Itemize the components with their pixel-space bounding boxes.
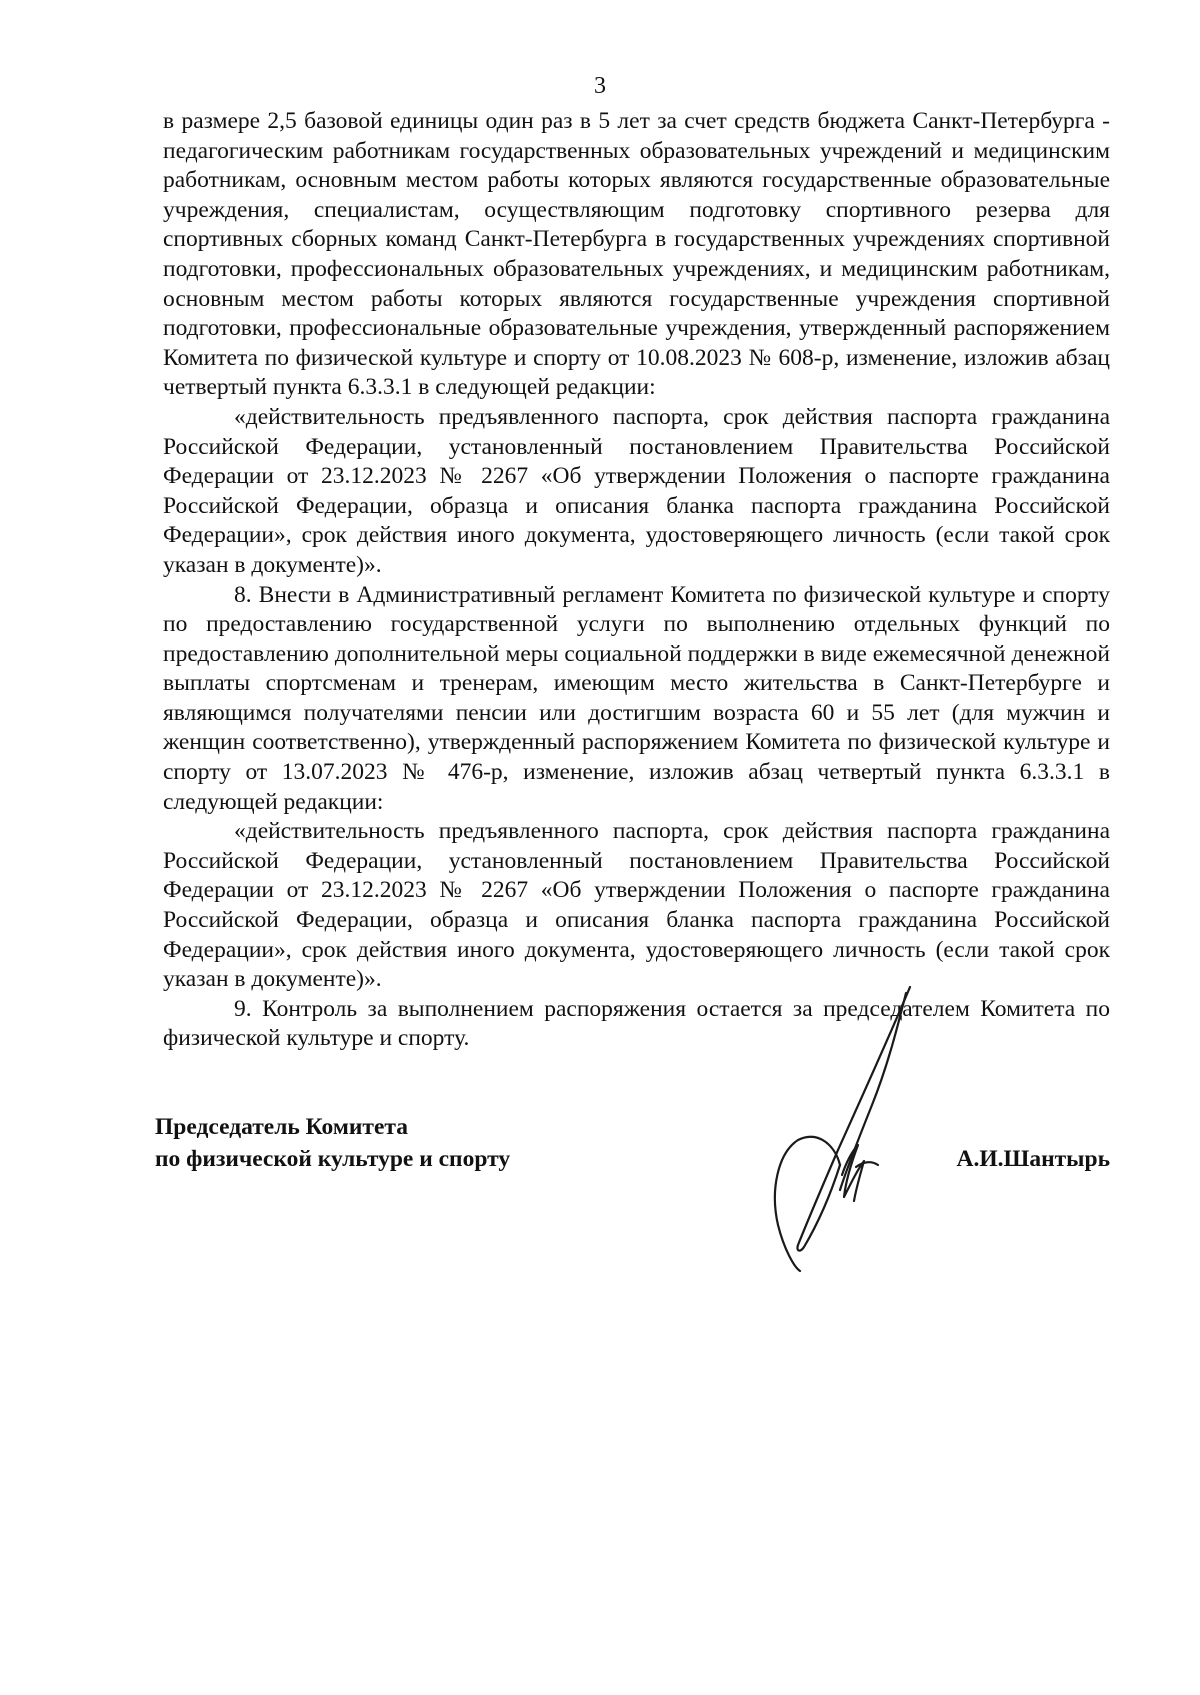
- document-body: [163, 107, 1110, 1054]
- signer-title-line-1: Председатель Комитета: [155, 1114, 408, 1140]
- signer-title: [155, 1111, 510, 1175]
- paragraph-item-8: 8. Внести в Административный регламент Комитета по физической культуре и спорту по предоставлению государственной услуги по выполнению отдельных функций по предоставлению дополнительной меры социальной поддержки в виде ежемесячной денежной выплаты спортсменам и тренерам, имеющим место жительства в Санкт-Петербурге и являющимся получателями пенсии или достигшим возраста 60 и 55 лет (для мужчин и женщин соответственно), утвержденный распоряжением Комитета по физической культуре и спорту от 13.07.2023 № 476-р, изменение, изложив абзац четвертый пункта 6.3.3.1 в следующей редакции:: [163, 581, 1110, 815]
- handwritten-signature-icon: [760, 975, 970, 1275]
- signer-title-line-2: по физической культуре и спорту: [155, 1146, 511, 1172]
- paragraph-quote-1: «действительность предъявленного паспорта, срок действия паспорта гражданина Российской Федерации, установленный постановлением Правительства Российской Федерации от 23.12.2023 № 2267 «Об утверждении Положения о паспорте гражданина Российской Федерации, образца и описания бланка паспорта гражданина Российской Федерации», срок действия иного документа, удостоверяющего личность (если такой срок указан в документе)».: [163, 403, 1110, 578]
- paragraph-quote-2: «действительность предъявленного паспорта, срок действия паспорта гражданина Российской Федерации, установленный постановлением Правительства Российской Федерации от 23.12.2023 № 2267 «Об утверждении Положения о паспорте гражданина Российской Федерации, образца и описания бланка паспорта гражданина Российской Федерации», срок действия иного документа, удостоверяющего личность (если такой срок указан в документе)».: [163, 818, 1110, 993]
- page-number: 3: [594, 73, 606, 99]
- signer-name: А.И.Шантырь: [956, 1146, 1110, 1172]
- paragraph-continuation: в размере 2,5 базовой единицы один раз в 5 лет за счет средств бюджета Санкт-Петербурга - педагогическим работникам государственных образовательных учреждений и медицинским работникам, основным местом работы которых являются государственные образовательные учреждения, специалистам, осуществляющим подготовку спортивного резерва для спортивных сборных команд Санкт-Петербурга в государственных учреждениях спортивной подготовки, профессиональных образовательных учреждениях, и медицинским работникам, основным местом работы которых являются государственные учреждения спортивной подготовки, профессиональные образовательные учреждения, утвержденный распоряжением Комитета по физической культуре и спорту от 10.08.2023 № 608-р, изменение, изложив абзац четвертый пункта 6.3.3.1 в следующей редакции:: [163, 108, 1110, 401]
- paragraph-item-9: 9. Контроль за выполнением распоряжения остается за председателем Комитета по физической культуре и спорту.: [163, 995, 1110, 1052]
